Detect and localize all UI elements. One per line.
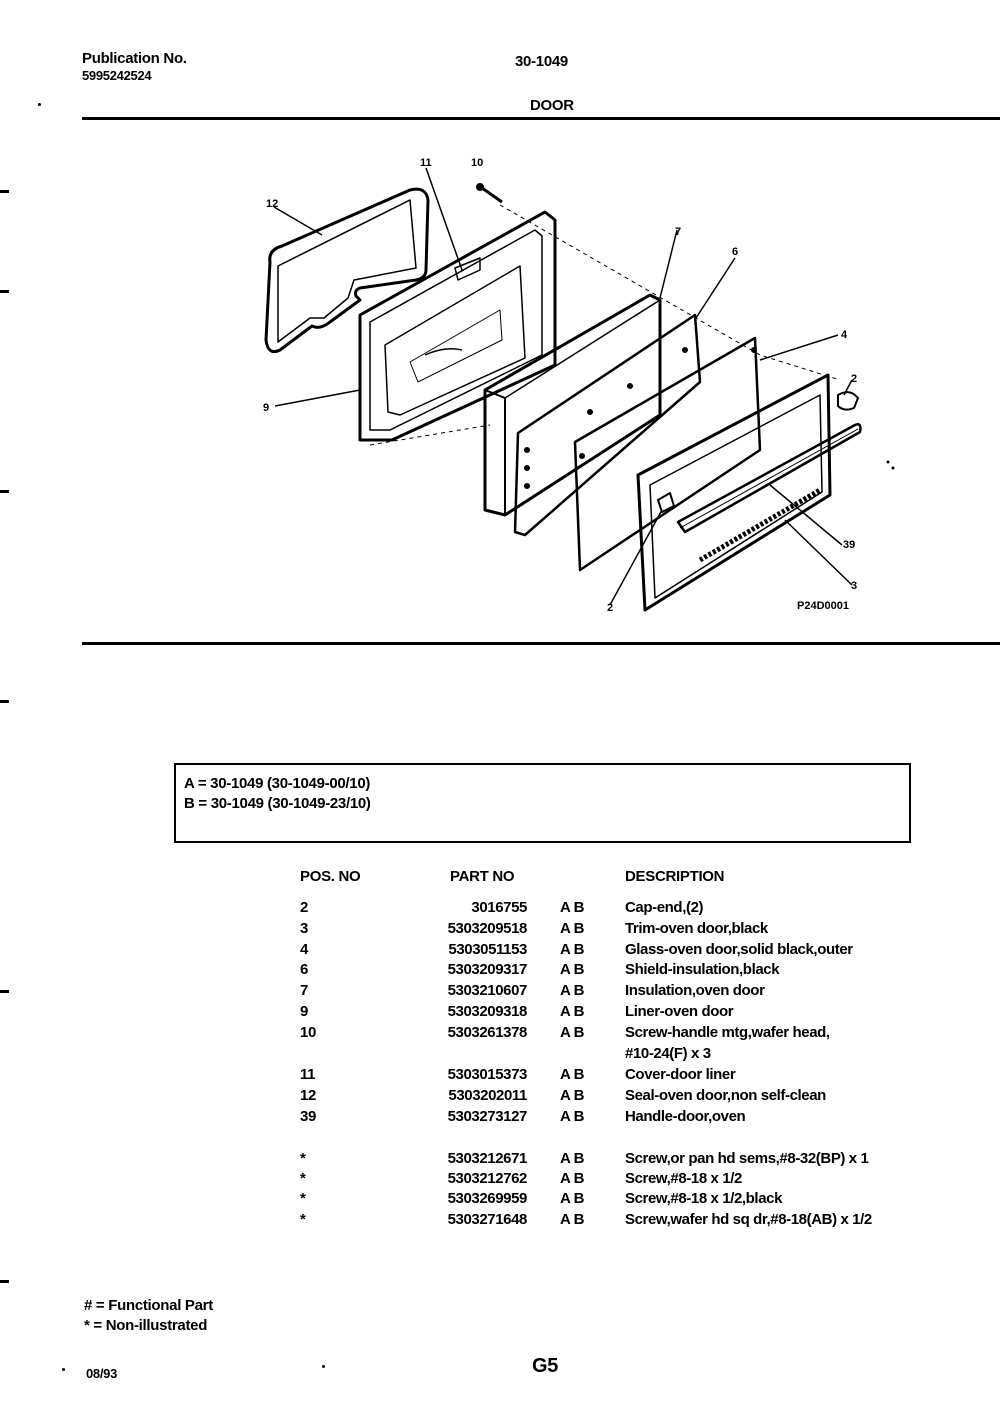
scan-edge-mark xyxy=(0,490,9,493)
description-cell: #10-24(F) x 3 xyxy=(625,1045,711,1062)
publication-number: 5995242524 xyxy=(82,68,152,83)
model-legend-box xyxy=(174,763,911,843)
header-part-no: PART NO xyxy=(450,868,515,885)
page-number: G5 xyxy=(532,1355,559,1377)
scan-edge-mark xyxy=(0,290,9,293)
callout-11: 11 xyxy=(420,157,432,169)
door-exploded-diagram xyxy=(230,150,910,630)
table-row xyxy=(0,1150,1000,1170)
description-cell: Trim-oven door,black xyxy=(625,920,768,937)
part-cell: 3016755 xyxy=(471,899,527,916)
part-cell: 5303261378 xyxy=(447,1024,527,1041)
table-row xyxy=(0,1108,1000,1128)
callout-7: 7 xyxy=(675,226,682,238)
variant-cell: A B xyxy=(560,920,585,937)
table-row xyxy=(0,899,1000,919)
pos-cell: * xyxy=(300,1190,306,1207)
variant-cell: A B xyxy=(560,1190,585,1207)
part-cell: 5303269959 xyxy=(447,1190,527,1207)
table-row xyxy=(0,1003,1000,1023)
table-row xyxy=(0,1066,1000,1086)
scan-edge-mark xyxy=(0,1280,9,1283)
variant-cell: A B xyxy=(560,1087,585,1104)
variant-cell: A B xyxy=(560,899,585,916)
table-row xyxy=(0,1024,1000,1044)
description-cell: Screw,or pan hd sems,#8-32(BP) x 1 xyxy=(625,1150,869,1167)
publication-label: Publication No. xyxy=(82,50,187,67)
diagram-rule xyxy=(82,642,1000,645)
variant-cell: A B xyxy=(560,1170,585,1187)
variant-cell: A B xyxy=(560,1108,585,1125)
pos-cell: 4 xyxy=(300,941,308,958)
table-row xyxy=(0,1045,1000,1065)
scan-edge-mark xyxy=(0,190,9,193)
table-row xyxy=(0,1170,1000,1190)
callout-9: 9 xyxy=(263,402,270,414)
description-cell: Shield-insulation,black xyxy=(625,961,780,978)
variant-cell: A B xyxy=(560,1066,585,1083)
pos-cell: 3 xyxy=(300,920,308,937)
table-row xyxy=(0,1211,1000,1231)
description-cell: Screw,#8-18 x 1/2,black xyxy=(625,1190,783,1207)
variant-cell: A B xyxy=(560,982,585,999)
header-description: DESCRIPTION xyxy=(625,868,725,885)
table-row xyxy=(0,1190,1000,1210)
table-row xyxy=(0,961,1000,981)
part-cell: 5303051153 xyxy=(448,941,527,958)
pos-cell: * xyxy=(300,1170,306,1187)
header-rule xyxy=(82,117,1000,120)
part-cell: 5303271648 xyxy=(447,1211,527,1228)
variant-cell: A B xyxy=(560,1211,585,1228)
revision-date: 08/93 xyxy=(86,1366,118,1381)
variant-cell: A B xyxy=(560,1003,585,1020)
non-illustrated-note: * = Non-illustrated xyxy=(84,1317,208,1334)
callout-2-left: 2 xyxy=(607,602,614,614)
table-row xyxy=(0,941,1000,961)
pos-cell: 2 xyxy=(300,899,308,916)
table-row xyxy=(0,920,1000,940)
description-cell: Handle-door,oven xyxy=(625,1108,746,1125)
callout-6: 6 xyxy=(732,246,739,258)
part-cell: 5303209318 xyxy=(447,1003,527,1020)
description-cell: Screw,wafer hd sq dr,#8-18(AB) x 1/2 xyxy=(625,1211,872,1228)
header-pos-no: POS. NO xyxy=(300,868,361,885)
figure-code: P24D0001 xyxy=(797,600,849,612)
description-cell: Insulation,oven door xyxy=(625,982,765,999)
part-cell: 5303210607 xyxy=(447,982,527,999)
part-cell: 5303209317 xyxy=(447,961,527,978)
part-cell: 5303273127 xyxy=(447,1108,527,1125)
model-number: 30-1049 xyxy=(515,53,568,70)
pos-cell: 7 xyxy=(300,982,308,999)
part-cell: 5303209518 xyxy=(447,920,527,937)
part-cell: 5303212671 xyxy=(447,1150,527,1167)
variant-cell: A B xyxy=(560,961,585,978)
legend-entry-b: B = 30-1049 (30-1049-23/10) xyxy=(184,795,371,812)
callout-4: 4 xyxy=(841,329,848,341)
pos-cell: * xyxy=(300,1150,306,1167)
description-cell: Screw-handle mtg,wafer head, xyxy=(625,1024,830,1041)
description-cell: Cap-end,(2) xyxy=(625,899,704,916)
scan-speck xyxy=(322,1365,325,1368)
scan-speck xyxy=(62,1368,65,1371)
description-cell: Screw,#8-18 x 1/2 xyxy=(625,1170,742,1187)
pos-cell: 12 xyxy=(300,1087,316,1104)
callout-39: 39 xyxy=(843,539,856,551)
part-cell: 5303015373 xyxy=(447,1066,527,1083)
description-cell: Liner-oven door xyxy=(625,1003,734,1020)
section-title: DOOR xyxy=(530,97,574,114)
table-row xyxy=(0,1087,1000,1107)
pos-cell: 9 xyxy=(300,1003,308,1020)
description-cell: Seal-oven door,non self-clean xyxy=(625,1087,826,1104)
pos-cell: * xyxy=(300,1211,306,1228)
callout-10: 10 xyxy=(471,157,484,169)
pos-cell: 10 xyxy=(300,1024,316,1041)
callout-12: 12 xyxy=(266,198,279,210)
part-cell: 5303212762 xyxy=(447,1170,527,1187)
variant-cell: A B xyxy=(560,1150,585,1167)
functional-part-note: # = Functional Part xyxy=(84,1297,213,1314)
callout-3: 3 xyxy=(851,580,858,592)
variant-cell: A B xyxy=(560,1024,585,1041)
part-cell: 5303202011 xyxy=(448,1087,527,1104)
scan-edge-mark xyxy=(0,700,9,703)
callout-2-right: 2 xyxy=(851,373,858,385)
legend-entry-a: A = 30-1049 (30-1049-00/10) xyxy=(184,775,371,792)
description-cell: Glass-oven door,solid black,outer xyxy=(625,941,853,958)
pos-cell: 6 xyxy=(300,961,308,978)
variant-cell: A B xyxy=(560,941,585,958)
scan-speck xyxy=(38,103,41,106)
pos-cell: 11 xyxy=(300,1066,316,1083)
description-cell: Cover-door liner xyxy=(625,1066,736,1083)
pos-cell: 39 xyxy=(300,1108,316,1125)
table-row xyxy=(0,982,1000,1002)
